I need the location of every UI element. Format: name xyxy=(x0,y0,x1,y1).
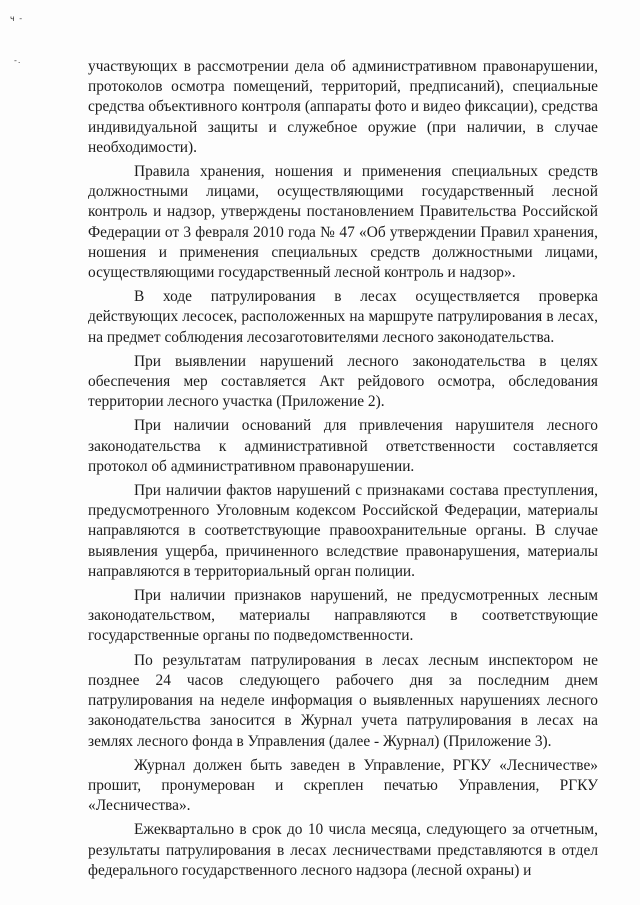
paragraph-raid-inspection-act: При выявлении нарушений лесного законодательства в целях обеспечения мер составляется Акт рейдового осмотра, обследования территории лесного участка (Приложение 2). xyxy=(88,352,598,411)
paragraph-criminal-materials: При наличии фактов нарушений с признаками состава преступления, предусмотренного Уголовным кодексом Российской Федерации, материалы направляются в соответствующие правоохранительные органы. В случае выявления ущерба, причиненного вследствие правонарушения, материалы направляются в территориальный орган полиции. xyxy=(88,482,598,580)
document-body xyxy=(88,57,598,885)
scan-mark-mid: -. xyxy=(14,56,22,65)
paragraph-journal-requirements: Журнал должен быть заведен в Управление, РГКУ «Лесничестве» прошит, пронумерован и скреплен печатью Управления, РГКУ «Лесничества». xyxy=(88,756,598,815)
paragraph-cutting-area-inspection: В ходе патрулирования в лесах осуществляется проверка действующих лесосек, расположенных на маршруте патрулирования в лесах, на предмет соблюдения лесозаготовителями лесного законодательства. xyxy=(88,288,598,346)
paragraph-quarterly-reporting: Ежеквартально в срок до 10 числа месяца, следующего за отчетным, результаты патрулирования в лесах лесничествами представляются в отдел федерального государственного лесного надзора (лесной охраны) и xyxy=(88,821,598,879)
paragraph-patrol-results-journal: По результатам патрулирования в лесах лесным инспектором не позднее 24 часов следующего рабочего дня за последним днем патрулирования на неделе информация о выявленных нарушениях лесного законодательства заносится в Журнал учета патрулирования в лесах на землях лесного фонда в Управления (далее - Журнал) (Приложение 3). xyxy=(88,651,598,750)
scan-mark-top: ч - xyxy=(10,14,24,23)
paragraph-other-violations: При наличии признаков нарушений, не предусмотренных лесным законодательством, материалы направляются в соответствующие государственные органы по подведомственности. xyxy=(88,587,598,645)
paragraph-special-means-rules: Правила хранения, ношения и применения специальных средств должностными лицами, осуществляющими государственный лесной контроль и надзор, утверждены постановлением Правительства Российской Федерации от 3 февраля 2010 года № 47 «Об утверждении Правил хранения, ношения и применения специальных средств должностными лицами, осуществляющими государственный лесной контроль и надзор». xyxy=(88,163,598,282)
paragraph-administrative-protocol: При наличии оснований для привлечения нарушителя лесного законодательства к административной ответственности составляется протокол об административном правонарушении. xyxy=(88,417,598,475)
paragraph-equipment-continued: участвующих в рассмотрении дела об административном правонарушении, протоколов осмотра помещений, территорий, предписаний), специальные средства объективного контроля (аппараты фото и видео фиксации), средства индивидуальной защиты и служебное оружие (при наличии, в случае необходимости). xyxy=(88,58,598,156)
